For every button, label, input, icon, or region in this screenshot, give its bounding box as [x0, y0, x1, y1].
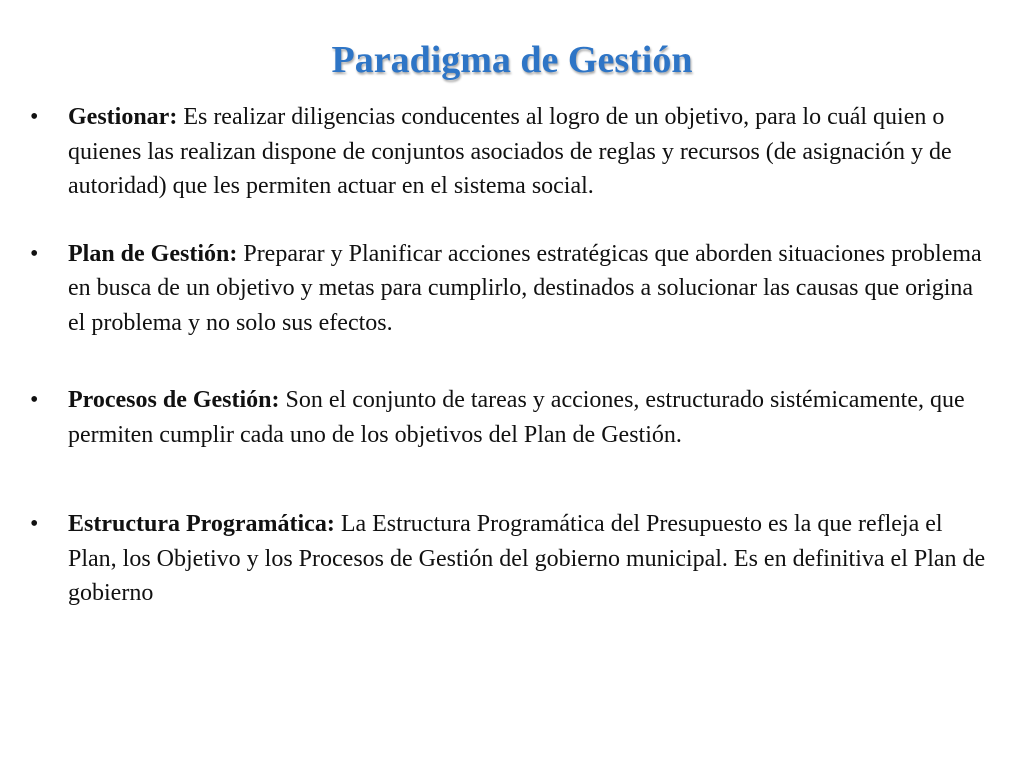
- bullet-dot-icon: •: [30, 511, 39, 537]
- bullet-term: Plan de Gestión:: [68, 240, 238, 267]
- bullet-term: Gestionar:: [68, 104, 178, 130]
- bullet-item-procesos-de-gestion: [30, 383, 996, 452]
- bullet-list: [30, 100, 996, 611]
- bullet-term: Estructura Programática:: [68, 511, 335, 537]
- bullet-dot-icon: •: [30, 240, 39, 267]
- bullet-text: Preparar y Planificar acciones estratégicas que aborden situaciones problema en busca de un objetivo y metas para cumplirlo, destinados a solucionar las causas que origina el problema y no solo sus efectos.: [68, 240, 982, 336]
- bullet-item-plan-de-gestion: [30, 237, 996, 341]
- bullet-dot-icon: •: [30, 387, 39, 413]
- bullet-text: La Estructura Programática del Presupuesto es la que refleja el Plan, los Objetivo y los Procesos de Gestión del gobierno municipal. Es en definitiva el Plan de gobierno: [68, 511, 986, 606]
- bullet-item-estructura-programatica: [30, 507, 996, 611]
- bullet-dot-icon: •: [30, 104, 39, 130]
- bullet-text: Son el conjunto de tareas y acciones, estructurado sistémicamente, que permiten cumplir cada uno de los objetivos del Plan de Gestión.: [68, 387, 965, 448]
- bullet-text: Es realizar diligencias conducentes al logro de un objetivo, para lo cuál quien o quienes las realizan dispone de conjuntos asociados de reglas y recursos (de asignación y de autoridad) que les permiten actuar en el sistema social.: [68, 104, 952, 199]
- slide-title: Paradigma de Gestión: [331, 39, 693, 81]
- bullet-term: Procesos de Gestión:: [68, 387, 280, 413]
- bullet-item-gestionar: [30, 100, 996, 204]
